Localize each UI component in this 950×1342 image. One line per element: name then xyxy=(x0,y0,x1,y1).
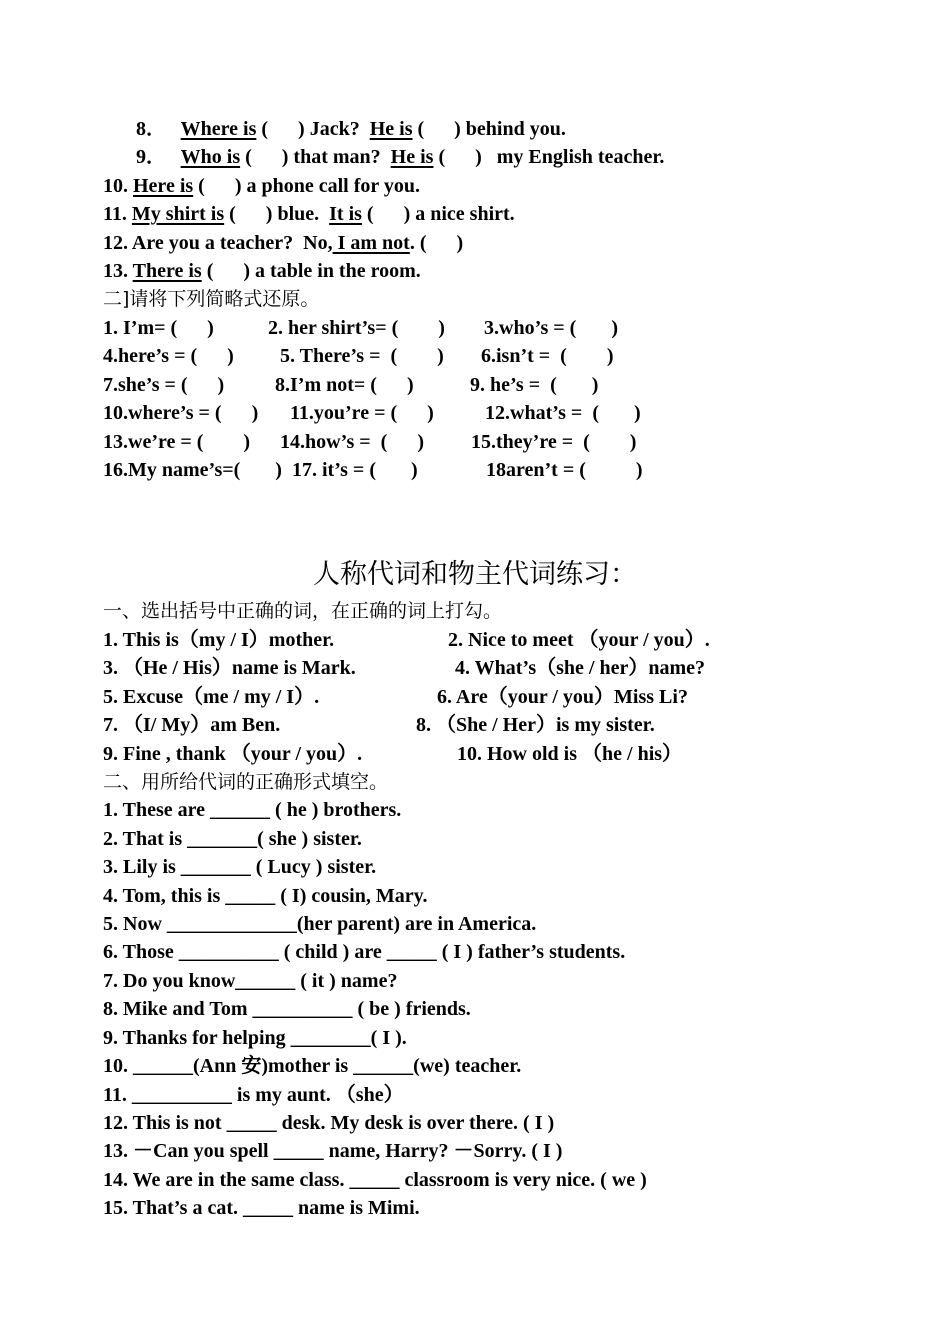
fill-item: 12. This is not _____ desk. My desk is over there. ( I ) xyxy=(103,1112,555,1134)
contraction-row: 1. I’m= ( ) 2. her shirt’s= ( ) 3.who’s = ( ) xyxy=(103,317,618,339)
exercise-line-8: 8． Where is ( ) Jack? He is ( ) behind you. xyxy=(136,118,566,140)
fill-item: 11. __________ is my aunt. （she） xyxy=(103,1084,404,1106)
exercise-line-10: 10. Here is ( ) a phone call for you. xyxy=(103,175,421,197)
fill-item: 8. Mike and Tom __________ ( be ) friends. xyxy=(103,998,471,1020)
choice-row: 7. （I/ My）am Ben. 8. （She / Her）is my sister. xyxy=(103,714,655,736)
fill-item: 5. Now _____________(her parent) are in America. xyxy=(103,913,537,935)
contraction-row: 13.we’re = ( ) 14.how’s = ( ) 15.they’re = ( ) xyxy=(103,431,637,453)
choice-row: 1. This is（my / I）mother. 2. Nice to meet （your / you）. xyxy=(103,629,710,651)
fill-item: 9. Thanks for helping ________( I ). xyxy=(103,1027,407,1049)
contraction-row: 10.where’s = ( ) 11.you’re = ( ) 12.what’s = ( ) xyxy=(103,402,641,424)
fill-item: 4. Tom, this is _____ ( I) cousin, Mary. xyxy=(103,885,428,907)
choice-row: 5. Excuse（me / my / I）. 6. Are（your / you）Miss Li? xyxy=(103,686,688,708)
choice-row: 3. （He / His）name is Mark. 4. What’s（she / her）name? xyxy=(103,657,705,679)
fill-item: 14. We are in the same class. _____ classroom is very nice. ( we ) xyxy=(103,1169,647,1191)
exercise-line-13: 13. There is ( ) a table in the room. xyxy=(103,260,421,282)
fill-item: 10. ______(Ann 安)mother is ______(we) teacher. xyxy=(103,1055,522,1077)
exercise-line-9: 9． Who is ( ) that man? He is ( ) my English teacher. xyxy=(136,146,665,168)
section-heading-choose: 一、选出括号中正确的词，在正确的词上打勾。 xyxy=(103,600,503,622)
fill-item: 7. Do you know______ ( it ) name? xyxy=(103,970,398,992)
page-title: 人称代词和物主代词练习： xyxy=(313,559,637,590)
fill-item: 2. That is _______( she ) sister. xyxy=(103,828,362,850)
choice-row: 9. Fine , thank （your / you）. 10. How old is （he / his） xyxy=(103,743,683,765)
fill-item: 13. －Can you spell _____ name, Harry? －Sorry. ( I ) xyxy=(103,1140,563,1162)
contraction-row: 4.here’s = ( ) 5. There’s = ( ) 6.isn’t = ( ) xyxy=(103,345,614,367)
contraction-row: 16.My name’s=( ) 17. it’s = ( ) 18aren’t = ( ) xyxy=(103,459,643,481)
fill-item: 15. That’s a cat. _____ name is Mimi. xyxy=(103,1197,420,1219)
fill-item: 6. Those __________ ( child ) are _____ ( I ) father’s students. xyxy=(103,941,626,963)
exercise-line-11: 11. My shirt is ( ) blue. It is ( ) a nice shirt. xyxy=(103,203,515,225)
section-heading-fill: 二、用所给代词的正确形式填空。 xyxy=(103,771,389,793)
fill-item: 3. Lily is _______ ( Lucy ) sister. xyxy=(103,856,377,878)
section-heading-contractions: 二]请将下列简略式还原。 xyxy=(103,288,320,310)
contraction-row: 7.she’s = ( ) 8.I’m not= ( ) 9. he’s = ( ) xyxy=(103,374,599,396)
exercise-line-12: 12. Are you a teacher? No, I am not. ( ) xyxy=(103,232,464,254)
fill-item: 1. These are ______ ( he ) brothers. xyxy=(103,799,402,821)
